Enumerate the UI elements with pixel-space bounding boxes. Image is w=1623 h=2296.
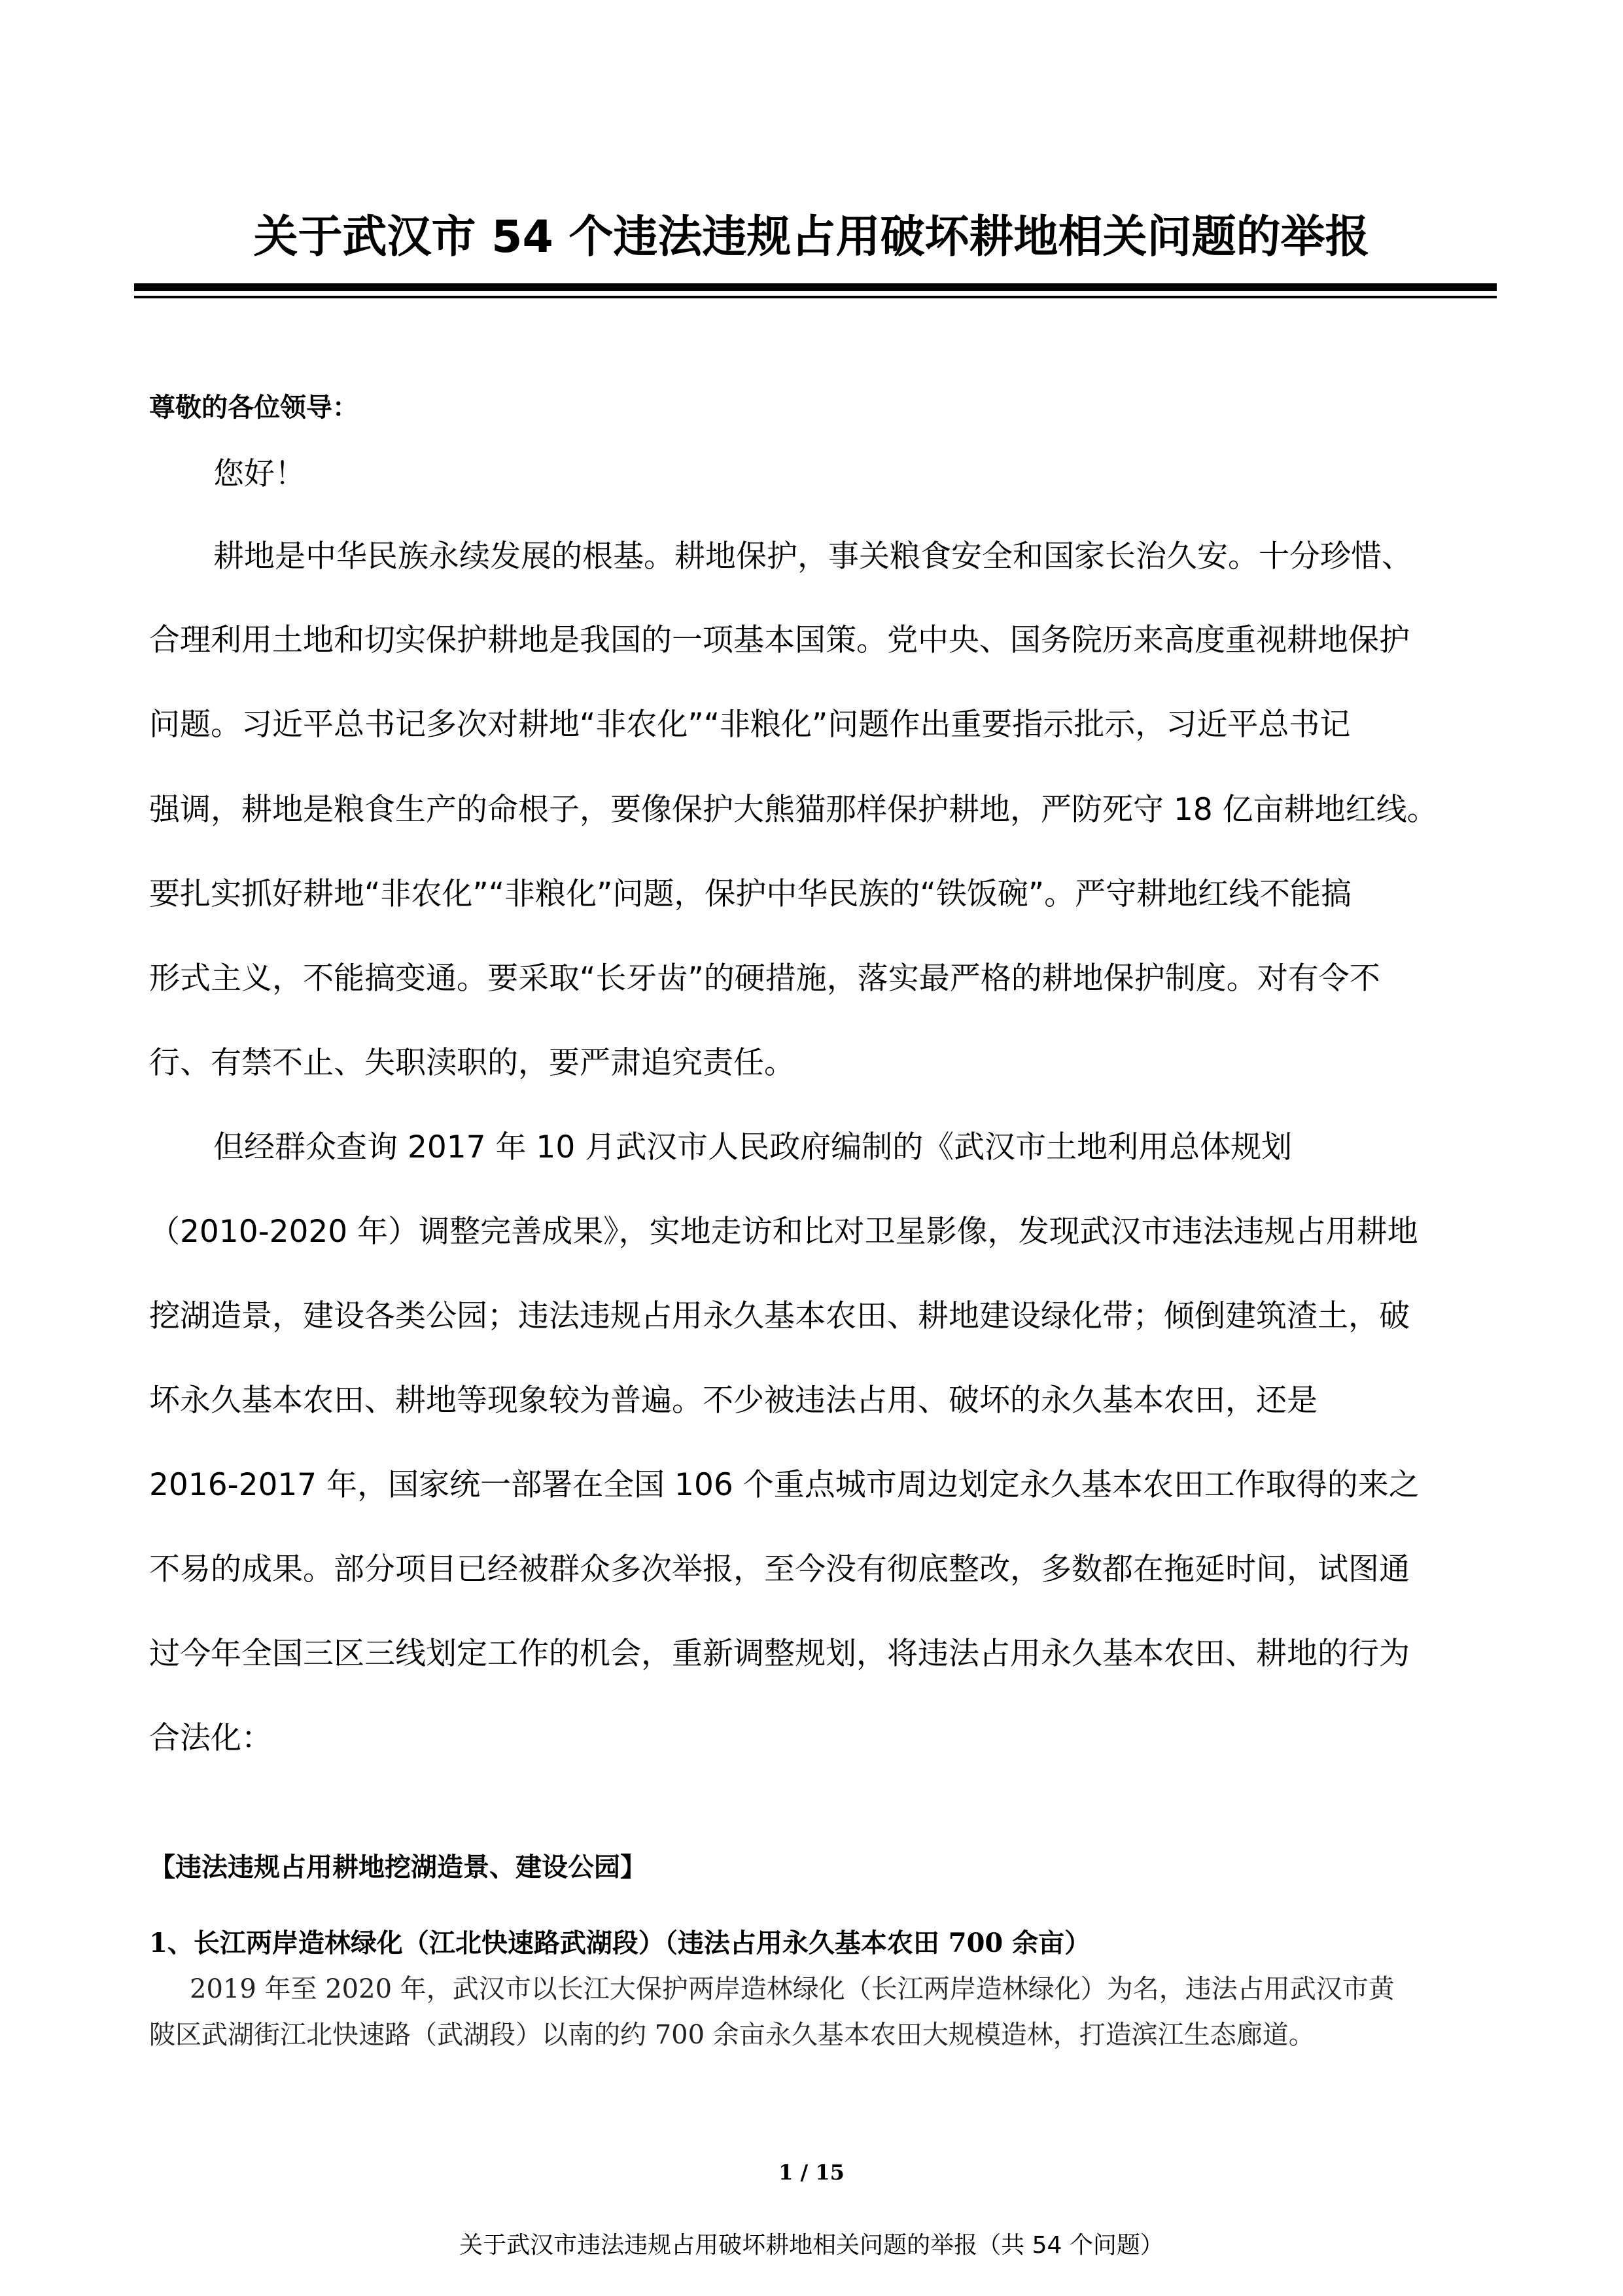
paragraph-line: 要扎实抓好耕地“非农化”“非粮化”问题，保护中华民族的“铁饭碗”。严守耕地红线不能搞 [149,876,1352,912]
item-text-line: 2019 年至 2020 年，武汉市以长江大保护两岸造林绿化（长江两岸造林绿化）为名，违法占用武汉市黄 [190,1974,1395,2004]
salutation: 尊敬的各位领导： [149,392,358,423]
paragraph-line: 坏永久基本农田、耕地等现象较为普遍。不少被违法占用、破坏的永久基本农田，还是 [149,1383,1318,1419]
paragraph-line: 过今年全国三区三线划定工作的机会，重新调整规划，将违法占用永久基本农田、耕地的行为 [149,1636,1410,1672]
page-number: 1 / 15 [778,2160,845,2185]
paragraph-line: 挖湖造景，建设各类公园；违法违规占用永久基本农田、耕地建设绿化带；倾倒建筑渣土，破 [149,1298,1410,1334]
paragraph-line: 强调，耕地是粮食生产的命根子，要像保护大熊猫那样保护耕地，严防死守 18 亿亩耕地红线。 [149,792,1438,828]
section-heading: 【违法违规占用耕地挖湖造景、建设公园】 [149,1852,646,1882]
title-rule-thick [134,283,1497,291]
paragraph-line: 问题。习近平总书记多次对耕地“非农化”“非粮化”问题作出重要指示批示，习近平总书记 [149,707,1351,743]
paragraph-line: 不易的成果。部分项目已经被群众多次举报，至今没有彻底整改，多数都在拖延时间，试图通 [149,1551,1410,1587]
paragraph-line: （2010-2020 年）调整完善成果》，实地走访和比对卫星影像，发现武汉市违法违规占用耕地 [149,1214,1418,1250]
paragraph-line: 形式主义，不能搞变通。要采取“长牙齿”的硬措施，落实最严格的耕地保护制度。对有令不 [149,961,1380,997]
paragraph-line: 合理利用土地和切实保护耕地是我国的一项基本国策。党中央、国务院历来高度重视耕地保护 [149,622,1410,658]
paragraph-line: 合法化： [149,1720,272,1756]
item-heading: 1、长江两岸造林绿化（江北快速路武湖段）（违法占用永久基本农田 700 余亩） [149,1928,1091,1958]
document-title: 关于武汉市 54 个违法违规占用破坏耕地相关问题的举报 [253,211,1370,263]
paragraph-line: 2016-2017 年，国家统一部署在全国 106 个重点城市周边划定永久基本农田工作取得的来之 [149,1467,1420,1503]
page-footer: 关于武汉市违法违规占用破坏耕地相关问题的举报（共 54 个问题） [459,2232,1164,2259]
paragraph-line: 行、有禁不止、失职渎职的，要严肃追究责任。 [149,1045,795,1081]
paragraph-line: 耕地是中华民族永续发展的根基。耕地保护，事关粮食安全和国家长治久安。十分珍惜、 [213,539,1412,574]
title-rule-thin [134,296,1497,298]
greeting: 您好！ [213,456,305,492]
paragraph-line: 但经群众查询 2017 年 10 月武汉市人民政府编制的《武汉市土地利用总体规划 [213,1129,1293,1165]
item-text-line: 陂区武湖街江北快速路（武湖段）以南的约 700 余亩永久基本农田大规模造林，打造滨江生态廊道。 [149,2020,1315,2050]
